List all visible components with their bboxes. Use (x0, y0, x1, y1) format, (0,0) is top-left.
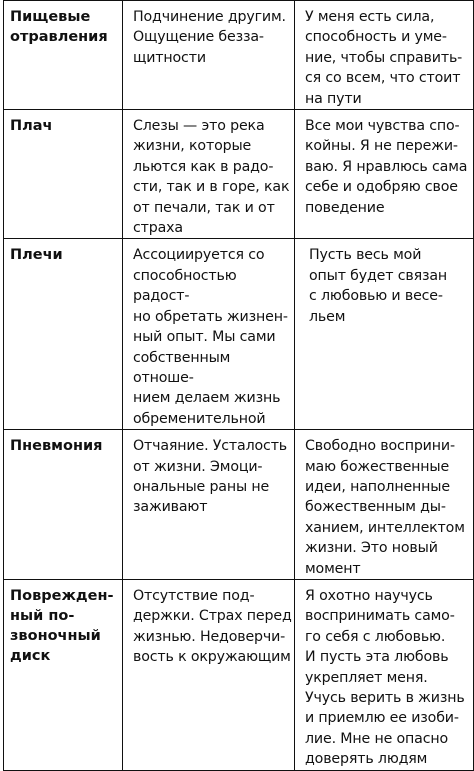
affirmation-cell (295, 579, 474, 770)
term-cell (4, 579, 123, 770)
affirmation-cell (295, 430, 474, 580)
term-label: Пищевые отравления (10, 9, 108, 45)
cause-cell (123, 110, 295, 239)
term-cell (4, 1, 123, 110)
affirmation-text: Свободно восприни- маю божественные идеи, наполненные божественным ды- ханием, интеллектом жизни. Это новый момент (305, 438, 465, 577)
affirmation-text: Я охотно научусь воспринимать само- го себя с любовью. И пусть эта любовь укрепляет меня. Учусь верить в жизнь и приемлю ее изоби- лие. Мне не опасно доверять людям (305, 587, 465, 768)
cause-text: Ассоциируется со способностью радост- но обретать жизнен- ный опыт. Мы сами собственным отноше- нием делаем жизнь обременительной (133, 247, 288, 427)
cause-text: Отчаяние. Усталость от жизни. Эмоци- ональные раны не заживают (133, 438, 288, 516)
term-label: Плач (10, 118, 53, 135)
affirmation-cell (295, 110, 474, 239)
affirmation-cell (295, 1, 474, 110)
cause-text: Отсутствие под- держки. Страх перед жизнью. Недоверчи- вость к окружающим (133, 587, 292, 666)
cause-cell (123, 579, 295, 770)
table-row (4, 430, 474, 580)
affirmation-text: Пусть весь мой опыт будет связан с любовью и весе- льем (309, 247, 448, 325)
term-label: Плечи (10, 247, 63, 264)
affirmation-text: Все мои чувства спо- койны. Я не пережи- ваю. Я нравлюсь сама себе и одобряю свое поведение (305, 118, 468, 216)
term-label: Поврежден- ный по- звоночный диск (10, 587, 114, 664)
term-label: Пневмония (10, 438, 103, 455)
table-row (4, 239, 474, 430)
cause-cell (123, 430, 295, 580)
term-cell (4, 239, 123, 430)
term-cell (4, 110, 123, 239)
cause-cell (123, 239, 295, 430)
table-row (4, 1, 474, 110)
affirmation-text: У меня есть сила, способность и уме- ние, чтобы справить- ся со всем, что стоит на пути (305, 9, 463, 107)
disease-table (3, 0, 474, 771)
cause-text: Слезы — это река жизни, которые льются как в радо- сти, так и в горе, как от печали, так и от страха (133, 118, 290, 237)
term-cell (4, 430, 123, 580)
table-row (4, 110, 474, 239)
affirmation-cell (295, 239, 474, 430)
cause-text: Подчинение другим. Ощущение безза- щитности (133, 9, 286, 66)
table-row (4, 579, 474, 770)
cause-cell (123, 1, 295, 110)
